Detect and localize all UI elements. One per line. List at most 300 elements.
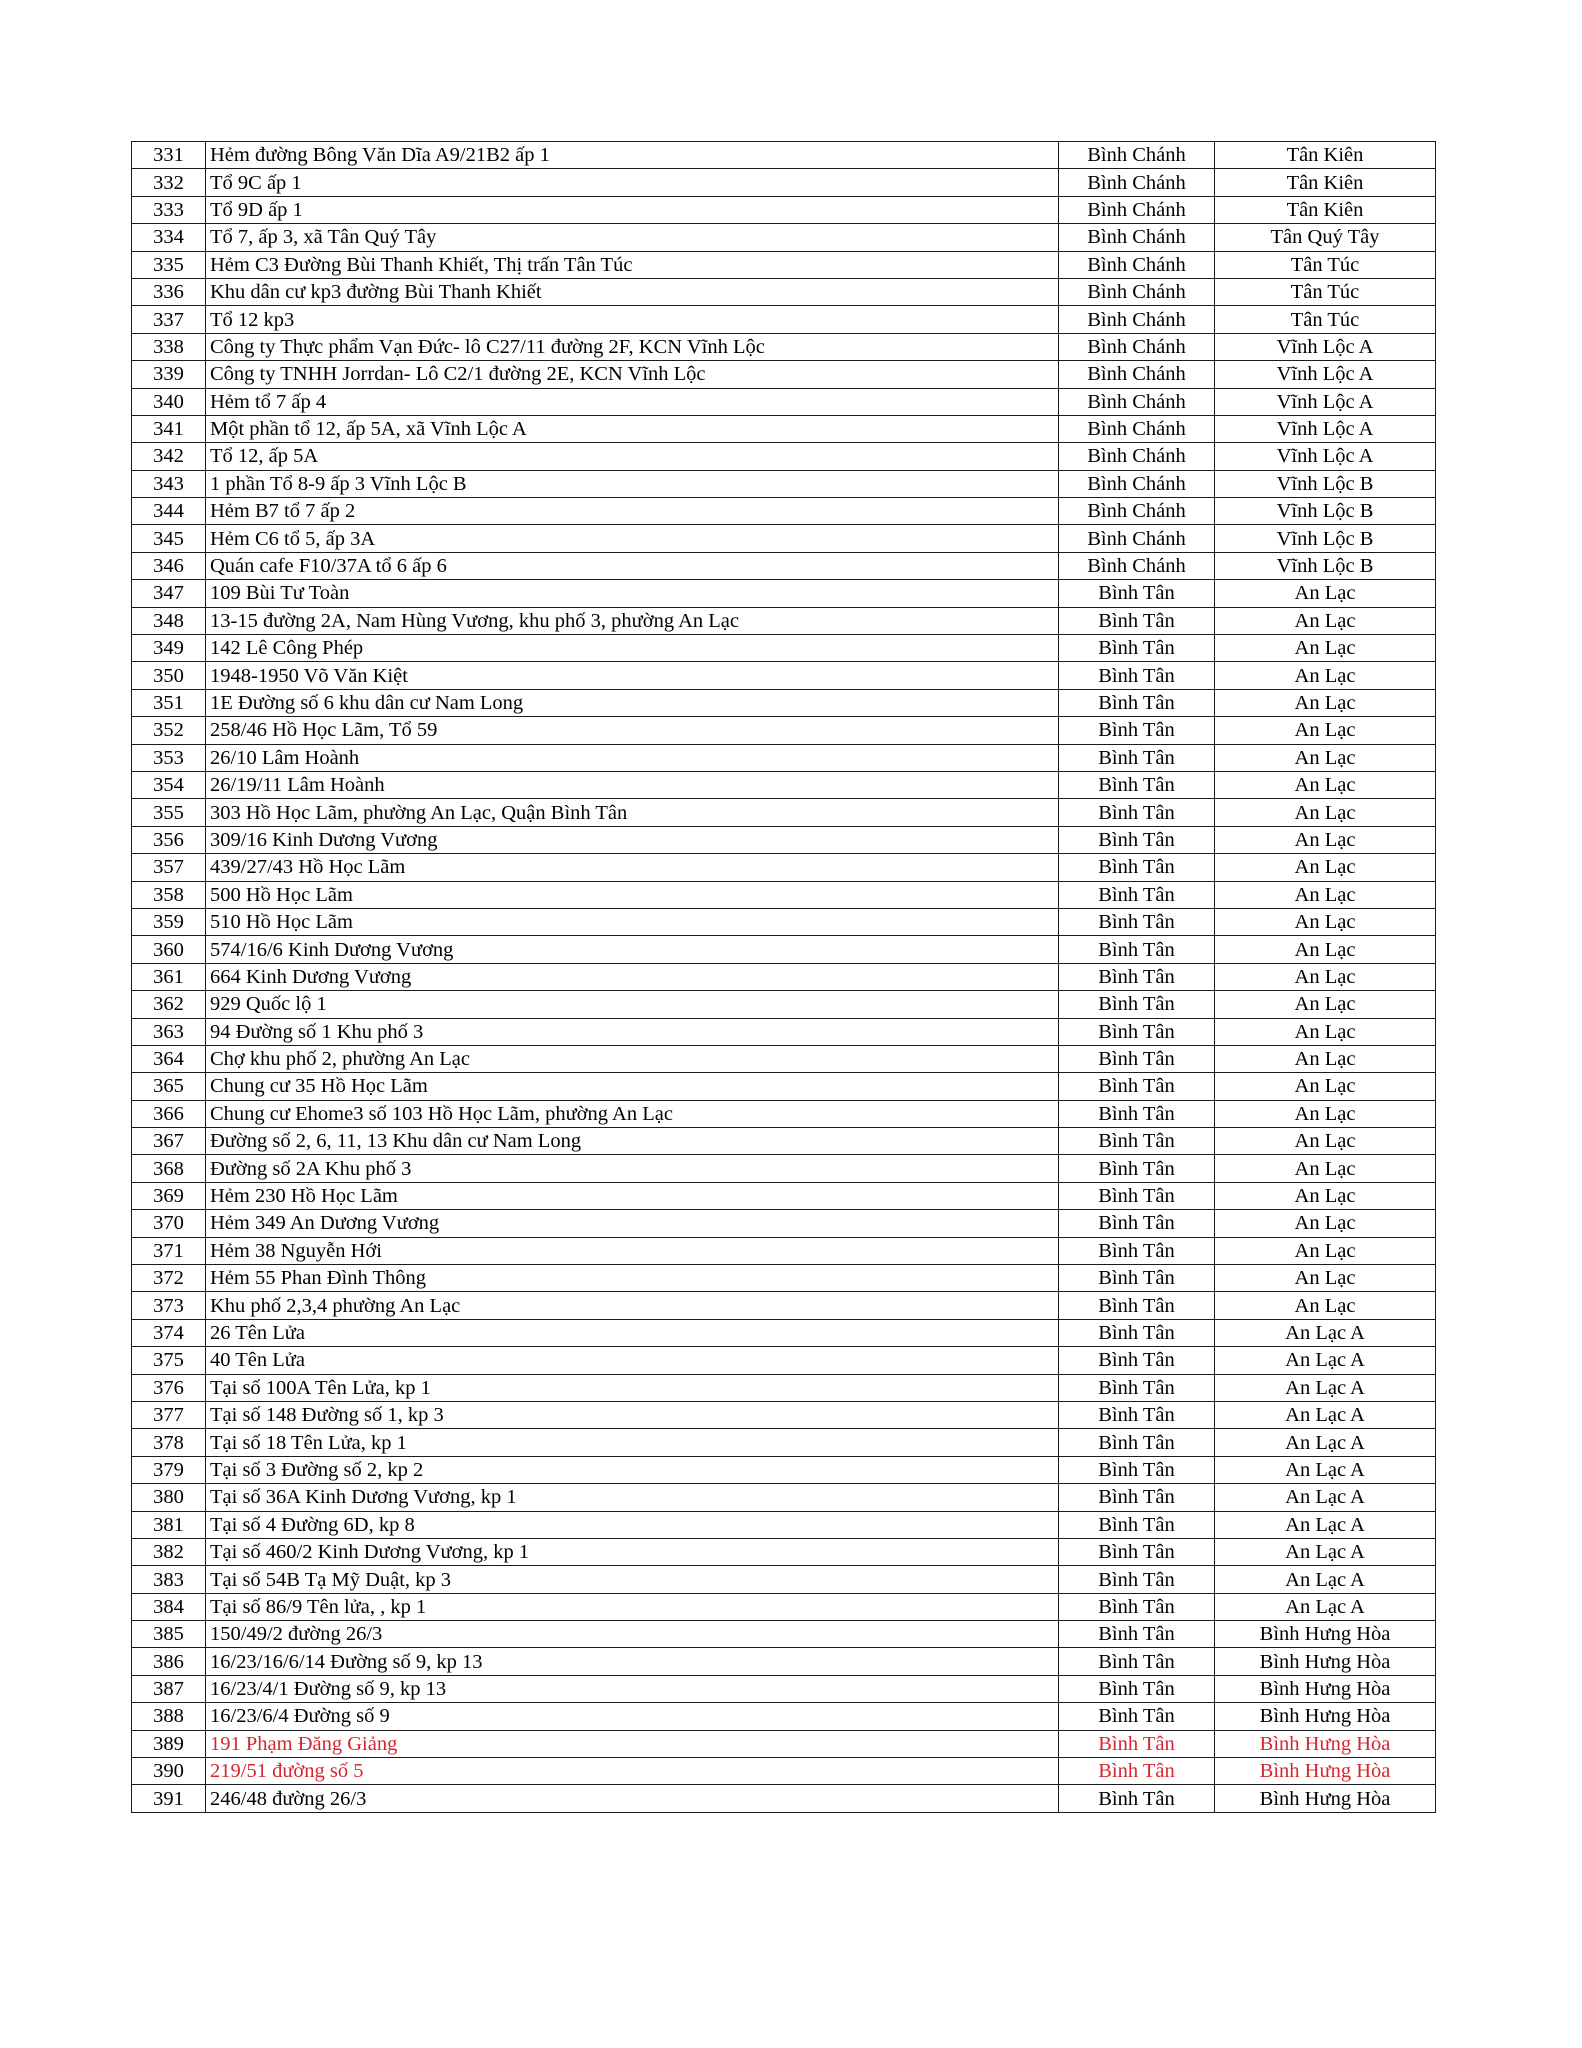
table-row (132, 552, 1436, 579)
district-cell: Bình Chánh (1059, 388, 1215, 415)
table-row (132, 717, 1436, 744)
address-cell: Chung cư Ehome3 số 103 Hồ Học Lãm, phường An Lạc (206, 1100, 1059, 1127)
district-cell: Bình Chánh (1059, 278, 1215, 305)
address-cell: 664 Kinh Dương Vương (206, 963, 1059, 990)
row-number-cell: 337 (132, 306, 206, 333)
address-cell: Một phần tổ 12, ấp 5A, xã Vĩnh Lộc A (206, 415, 1059, 442)
ward-cell: Vĩnh Lộc B (1215, 525, 1436, 552)
ward-cell: An Lạc (1215, 826, 1436, 853)
ward-cell: Bình Hưng Hòa (1215, 1703, 1436, 1730)
ward-cell: An Lạc A (1215, 1347, 1436, 1374)
district-cell: Bình Tân (1059, 1155, 1215, 1182)
district-cell: Bình Chánh (1059, 361, 1215, 388)
table-row (132, 169, 1436, 196)
ward-cell: An Lạc A (1215, 1538, 1436, 1565)
ward-cell: Bình Hưng Hòa (1215, 1675, 1436, 1702)
row-number-cell: 364 (132, 1045, 206, 1072)
ward-cell: Bình Hưng Hòa (1215, 1758, 1436, 1785)
district-cell: Bình Chánh (1059, 224, 1215, 251)
address-cell: Hẻm 230 Hồ Học Lãm (206, 1182, 1059, 1209)
row-number-cell: 354 (132, 771, 206, 798)
row-number-cell: 367 (132, 1128, 206, 1155)
address-cell: Tại số 86/9 Tên lửa, , kp 1 (206, 1593, 1059, 1620)
address-cell: 40 Tên Lửa (206, 1347, 1059, 1374)
district-cell: Bình Tân (1059, 1456, 1215, 1483)
address-cell: 16/23/16/6/14 Đường số 9, kp 13 (206, 1648, 1059, 1675)
district-cell: Bình Tân (1059, 1374, 1215, 1401)
row-number-cell: 370 (132, 1210, 206, 1237)
district-cell: Bình Tân (1059, 1128, 1215, 1155)
row-number-cell: 362 (132, 991, 206, 1018)
address-cell: 26 Tên Lửa (206, 1319, 1059, 1346)
ward-cell: An Lạc (1215, 1073, 1436, 1100)
row-number-cell: 356 (132, 826, 206, 853)
address-cell: Tại số 18 Tên Lửa, kp 1 (206, 1429, 1059, 1456)
table-row (132, 580, 1436, 607)
row-number-cell: 363 (132, 1018, 206, 1045)
ward-cell: Bình Hưng Hòa (1215, 1648, 1436, 1675)
row-number-cell: 353 (132, 744, 206, 771)
row-number-cell: 376 (132, 1374, 206, 1401)
table-row (132, 1182, 1436, 1209)
table-row (132, 744, 1436, 771)
table-row (132, 415, 1436, 442)
ward-cell: Vĩnh Lộc A (1215, 333, 1436, 360)
ward-cell: An Lạc (1215, 936, 1436, 963)
ward-cell: Tân Quý Tây (1215, 224, 1436, 251)
table-row (132, 1456, 1436, 1483)
district-cell: Bình Chánh (1059, 443, 1215, 470)
district-cell: Bình Tân (1059, 1292, 1215, 1319)
table-row (132, 498, 1436, 525)
ward-cell: Bình Hưng Hòa (1215, 1621, 1436, 1648)
table-row (132, 635, 1436, 662)
district-cell: Bình Chánh (1059, 498, 1215, 525)
row-number-cell: 372 (132, 1265, 206, 1292)
district-cell: Bình Tân (1059, 1237, 1215, 1264)
address-cell: 109 Bùi Tư Toàn (206, 580, 1059, 607)
address-cell: 26/10 Lâm Hoành (206, 744, 1059, 771)
table-row (132, 1374, 1436, 1401)
district-cell: Bình Tân (1059, 1538, 1215, 1565)
address-cell: 258/46 Hồ Học Lãm, Tổ 59 (206, 717, 1059, 744)
row-number-cell: 386 (132, 1648, 206, 1675)
address-cell: Tại số 36A Kinh Dương Vương, kp 1 (206, 1484, 1059, 1511)
address-cell: 510 Hồ Học Lãm (206, 908, 1059, 935)
row-number-cell: 345 (132, 525, 206, 552)
ward-cell: Bình Hưng Hòa (1215, 1785, 1436, 1812)
table-row (132, 854, 1436, 881)
row-number-cell: 388 (132, 1703, 206, 1730)
table-row (132, 1484, 1436, 1511)
district-cell: Bình Tân (1059, 991, 1215, 1018)
address-cell: 150/49/2 đường 26/3 (206, 1621, 1059, 1648)
ward-cell: An Lạc (1215, 1100, 1436, 1127)
table-row (132, 142, 1436, 169)
row-number-cell: 378 (132, 1429, 206, 1456)
district-cell: Bình Tân (1059, 963, 1215, 990)
district-cell: Bình Chánh (1059, 306, 1215, 333)
row-number-cell: 352 (132, 717, 206, 744)
ward-cell: An Lạc (1215, 1045, 1436, 1072)
row-number-cell: 368 (132, 1155, 206, 1182)
table-row (132, 251, 1436, 278)
ward-cell: An Lạc (1215, 1210, 1436, 1237)
table-row (132, 1730, 1436, 1757)
table-row (132, 908, 1436, 935)
district-cell: Bình Chánh (1059, 333, 1215, 360)
address-cell: 16/23/6/4 Đường số 9 (206, 1703, 1059, 1730)
district-cell: Bình Tân (1059, 717, 1215, 744)
row-number-cell: 340 (132, 388, 206, 415)
locations-table (131, 141, 1436, 1813)
row-number-cell: 348 (132, 607, 206, 634)
address-cell: 309/16 Kinh Dương Vương (206, 826, 1059, 853)
address-cell: 13-15 đường 2A, Nam Hùng Vương, khu phố 3, phường An Lạc (206, 607, 1059, 634)
table-row (132, 1018, 1436, 1045)
ward-cell: Bình Hưng Hòa (1215, 1730, 1436, 1757)
address-cell: Tổ 9C ấp 1 (206, 169, 1059, 196)
address-cell: Tổ 12, ấp 5A (206, 443, 1059, 470)
table-row (132, 1045, 1436, 1072)
address-cell: Hẻm 349 An Dương Vương (206, 1210, 1059, 1237)
district-cell: Bình Tân (1059, 936, 1215, 963)
table-row (132, 1073, 1436, 1100)
row-number-cell: 361 (132, 963, 206, 990)
ward-cell: Vĩnh Lộc B (1215, 552, 1436, 579)
address-cell: Tại số 148 Đường số 1, kp 3 (206, 1401, 1059, 1428)
ward-cell: An Lạc (1215, 1182, 1436, 1209)
district-cell: Bình Tân (1059, 1265, 1215, 1292)
address-cell: Tại số 4 Đường 6D, kp 8 (206, 1511, 1059, 1538)
district-cell: Bình Tân (1059, 607, 1215, 634)
table-row (132, 689, 1436, 716)
ward-cell: An Lạc (1215, 744, 1436, 771)
district-cell: Bình Tân (1059, 580, 1215, 607)
row-number-cell: 343 (132, 470, 206, 497)
row-number-cell: 341 (132, 415, 206, 442)
table-row (132, 361, 1436, 388)
row-number-cell: 355 (132, 799, 206, 826)
district-cell: Bình Tân (1059, 1347, 1215, 1374)
row-number-cell: 360 (132, 936, 206, 963)
ward-cell: Tân Túc (1215, 251, 1436, 278)
row-number-cell: 384 (132, 1593, 206, 1620)
ward-cell: An Lạc (1215, 1292, 1436, 1319)
row-number-cell: 347 (132, 580, 206, 607)
district-cell: Bình Tân (1059, 854, 1215, 881)
table-row (132, 1237, 1436, 1264)
district-cell: Bình Tân (1059, 826, 1215, 853)
table-row (132, 306, 1436, 333)
table-row (132, 662, 1436, 689)
address-cell: Hẻm 55 Phan Đình Thông (206, 1265, 1059, 1292)
ward-cell: An Lạc A (1215, 1429, 1436, 1456)
address-cell: Tại số 100A Tên Lửa, kp 1 (206, 1374, 1059, 1401)
ward-cell: An Lạc (1215, 1155, 1436, 1182)
address-cell: 303 Hồ Học Lãm, phường An Lạc, Quận Bình Tân (206, 799, 1059, 826)
address-cell: Tại số 54B Tạ Mỹ Duật, kp 3 (206, 1566, 1059, 1593)
table-row (132, 1621, 1436, 1648)
address-cell: 574/16/6 Kinh Dương Vương (206, 936, 1059, 963)
district-cell: Bình Tân (1059, 1210, 1215, 1237)
row-number-cell: 374 (132, 1319, 206, 1346)
row-number-cell: 381 (132, 1511, 206, 1538)
address-cell: 26/19/11 Lâm Hoành (206, 771, 1059, 798)
ward-cell: Tân Kiên (1215, 196, 1436, 223)
ward-cell: An Lạc (1215, 607, 1436, 634)
row-number-cell: 371 (132, 1237, 206, 1264)
table-row (132, 1347, 1436, 1374)
row-number-cell: 342 (132, 443, 206, 470)
ward-cell: An Lạc (1215, 1018, 1436, 1045)
row-number-cell: 346 (132, 552, 206, 579)
table-row (132, 1128, 1436, 1155)
address-cell: Công ty TNHH Jorrdan- Lô C2/1 đường 2E, KCN Vĩnh Lộc (206, 361, 1059, 388)
address-cell: Khu dân cư kp3 đường Bùi Thanh Khiết (206, 278, 1059, 305)
ward-cell: Vĩnh Lộc B (1215, 470, 1436, 497)
table-row (132, 196, 1436, 223)
ward-cell: Tân Túc (1215, 306, 1436, 333)
row-number-cell: 332 (132, 169, 206, 196)
table-row (132, 1566, 1436, 1593)
address-cell: 1 phần Tổ 8-9 ấp 3 Vĩnh Lộc B (206, 470, 1059, 497)
ward-cell: An Lạc (1215, 1237, 1436, 1264)
address-cell: Hẻm đường Bông Văn Dĩa A9/21B2 ấp 1 (206, 142, 1059, 169)
ward-cell: Vĩnh Lộc A (1215, 415, 1436, 442)
row-number-cell: 349 (132, 635, 206, 662)
table-row (132, 1511, 1436, 1538)
row-number-cell: 391 (132, 1785, 206, 1812)
ward-cell: An Lạc (1215, 580, 1436, 607)
ward-cell: Vĩnh Lộc B (1215, 498, 1436, 525)
table-row (132, 1675, 1436, 1702)
table-row (132, 771, 1436, 798)
district-cell: Bình Tân (1059, 1100, 1215, 1127)
row-number-cell: 351 (132, 689, 206, 716)
address-cell: Hẻm C6 tổ 5, ấp 3A (206, 525, 1059, 552)
row-number-cell: 387 (132, 1675, 206, 1702)
address-cell: Tổ 9D ấp 1 (206, 196, 1059, 223)
table-row (132, 881, 1436, 908)
table-row (132, 963, 1436, 990)
ward-cell: An Lạc A (1215, 1319, 1436, 1346)
address-cell: Quán cafe F10/37A tổ 6 ấp 6 (206, 552, 1059, 579)
table-row (132, 443, 1436, 470)
district-cell: Bình Chánh (1059, 415, 1215, 442)
ward-cell: An Lạc A (1215, 1456, 1436, 1483)
ward-cell: An Lạc A (1215, 1566, 1436, 1593)
table-row (132, 1319, 1436, 1346)
row-number-cell: 358 (132, 881, 206, 908)
ward-cell: An Lạc (1215, 1265, 1436, 1292)
table-row (132, 607, 1436, 634)
row-number-cell: 335 (132, 251, 206, 278)
district-cell: Bình Tân (1059, 1401, 1215, 1428)
address-cell: 929 Quốc lộ 1 (206, 991, 1059, 1018)
address-cell: Chợ khu phố 2, phường An Lạc (206, 1045, 1059, 1072)
address-cell: 439/27/43 Hồ Học Lãm (206, 854, 1059, 881)
address-cell: Đường số 2, 6, 11, 13 Khu dân cư Nam Long (206, 1128, 1059, 1155)
row-number-cell: 336 (132, 278, 206, 305)
ward-cell: Vĩnh Lộc A (1215, 443, 1436, 470)
ward-cell: An Lạc (1215, 963, 1436, 990)
district-cell: Bình Tân (1059, 1511, 1215, 1538)
row-number-cell: 366 (132, 1100, 206, 1127)
address-cell: 94 Đường số 1 Khu phố 3 (206, 1018, 1059, 1045)
row-number-cell: 382 (132, 1538, 206, 1565)
table-row (132, 333, 1436, 360)
table-row (132, 1758, 1436, 1785)
ward-cell: An Lạc A (1215, 1401, 1436, 1428)
table-row (132, 1703, 1436, 1730)
district-cell: Bình Tân (1059, 1621, 1215, 1648)
table-row (132, 991, 1436, 1018)
district-cell: Bình Tân (1059, 908, 1215, 935)
address-cell: 246/48 đường 26/3 (206, 1785, 1059, 1812)
row-number-cell: 359 (132, 908, 206, 935)
row-number-cell: 365 (132, 1073, 206, 1100)
table-row (132, 826, 1436, 853)
row-number-cell: 373 (132, 1292, 206, 1319)
table-row (132, 1100, 1436, 1127)
row-number-cell: 344 (132, 498, 206, 525)
table-row (132, 278, 1436, 305)
district-cell: Bình Tân (1059, 1675, 1215, 1702)
row-number-cell: 377 (132, 1401, 206, 1428)
row-number-cell: 389 (132, 1730, 206, 1757)
district-cell: Bình Tân (1059, 799, 1215, 826)
row-number-cell: 350 (132, 662, 206, 689)
district-cell: Bình Chánh (1059, 169, 1215, 196)
ward-cell: An Lạc A (1215, 1593, 1436, 1620)
row-number-cell: 390 (132, 1758, 206, 1785)
ward-cell: An Lạc (1215, 717, 1436, 744)
district-cell: Bình Chánh (1059, 470, 1215, 497)
ward-cell: An Lạc A (1215, 1484, 1436, 1511)
address-cell: Tổ 7, ấp 3, xã Tân Quý Tây (206, 224, 1059, 251)
address-cell: Hẻm C3 Đường Bùi Thanh Khiết, Thị trấn Tân Túc (206, 251, 1059, 278)
address-cell: Hẻm B7 tổ 7 ấp 2 (206, 498, 1059, 525)
ward-cell: Vĩnh Lộc A (1215, 361, 1436, 388)
address-cell: 16/23/4/1 Đường số 9, kp 13 (206, 1675, 1059, 1702)
table-row (132, 224, 1436, 251)
district-cell: Bình Tân (1059, 771, 1215, 798)
district-cell: Bình Tân (1059, 1073, 1215, 1100)
address-cell: Tổ 12 kp3 (206, 306, 1059, 333)
table-row (132, 1429, 1436, 1456)
row-number-cell: 334 (132, 224, 206, 251)
row-number-cell: 383 (132, 1566, 206, 1593)
district-cell: Bình Tân (1059, 881, 1215, 908)
address-cell: Hẻm 38 Nguyễn Hới (206, 1237, 1059, 1264)
table-row (132, 388, 1436, 415)
table-row (132, 1155, 1436, 1182)
row-number-cell: 338 (132, 333, 206, 360)
address-cell: 219/51 đường số 5 (206, 1758, 1059, 1785)
address-cell: Tại số 460/2 Kinh Dương Vương, kp 1 (206, 1538, 1059, 1565)
district-cell: Bình Tân (1059, 1018, 1215, 1045)
district-cell: Bình Tân (1059, 1484, 1215, 1511)
district-cell: Bình Tân (1059, 1319, 1215, 1346)
district-cell: Bình Tân (1059, 1593, 1215, 1620)
district-cell: Bình Tân (1059, 1758, 1215, 1785)
row-number-cell: 379 (132, 1456, 206, 1483)
row-number-cell: 380 (132, 1484, 206, 1511)
address-cell: 1948-1950 Võ Văn Kiệt (206, 662, 1059, 689)
district-cell: Bình Tân (1059, 662, 1215, 689)
ward-cell: Tân Túc (1215, 278, 1436, 305)
row-number-cell: 369 (132, 1182, 206, 1209)
district-cell: Bình Tân (1059, 635, 1215, 662)
district-cell: Bình Tân (1059, 1045, 1215, 1072)
address-cell: Công ty Thực phẩm Vạn Đức- lô C27/11 đường 2F, KCN Vĩnh Lộc (206, 333, 1059, 360)
table-row (132, 1292, 1436, 1319)
ward-cell: An Lạc (1215, 635, 1436, 662)
ward-cell: An Lạc (1215, 689, 1436, 716)
row-number-cell: 385 (132, 1621, 206, 1648)
address-cell: 500 Hồ Học Lãm (206, 881, 1059, 908)
district-cell: Bình Chánh (1059, 142, 1215, 169)
ward-cell: An Lạc (1215, 908, 1436, 935)
district-cell: Bình Chánh (1059, 251, 1215, 278)
district-cell: Bình Tân (1059, 744, 1215, 771)
ward-cell: Tân Kiên (1215, 169, 1436, 196)
district-cell: Bình Chánh (1059, 525, 1215, 552)
address-cell: 191 Phạm Đăng Giảng (206, 1730, 1059, 1757)
ward-cell: An Lạc A (1215, 1511, 1436, 1538)
ward-cell: An Lạc (1215, 799, 1436, 826)
district-cell: Bình Tân (1059, 1566, 1215, 1593)
address-cell: Đường số 2A Khu phố 3 (206, 1155, 1059, 1182)
district-cell: Bình Tân (1059, 689, 1215, 716)
ward-cell: An Lạc (1215, 854, 1436, 881)
district-cell: Bình Tân (1059, 1703, 1215, 1730)
ward-cell: An Lạc (1215, 662, 1436, 689)
district-cell: Bình Chánh (1059, 552, 1215, 579)
row-number-cell: 375 (132, 1347, 206, 1374)
table-row (132, 1401, 1436, 1428)
table-row (132, 1538, 1436, 1565)
address-cell: Hẻm tổ 7 ấp 4 (206, 388, 1059, 415)
ward-cell: Tân Kiên (1215, 142, 1436, 169)
ward-cell: An Lạc (1215, 881, 1436, 908)
table-row (132, 470, 1436, 497)
address-cell: 142 Lê Công Phép (206, 635, 1059, 662)
ward-cell: An Lạc (1215, 991, 1436, 1018)
table-row (132, 1785, 1436, 1812)
table-row (132, 936, 1436, 963)
row-number-cell: 333 (132, 196, 206, 223)
table-row (132, 1648, 1436, 1675)
table-row (132, 1265, 1436, 1292)
address-cell: Tại số 3 Đường số 2, kp 2 (206, 1456, 1059, 1483)
table-row (132, 1593, 1436, 1620)
address-cell: Chung cư 35 Hồ Học Lãm (206, 1073, 1059, 1100)
address-cell: Khu phố 2,3,4 phường An Lạc (206, 1292, 1059, 1319)
row-number-cell: 339 (132, 361, 206, 388)
address-cell: 1E Đường số 6 khu dân cư Nam Long (206, 689, 1059, 716)
district-cell: Bình Tân (1059, 1182, 1215, 1209)
ward-cell: An Lạc A (1215, 1374, 1436, 1401)
ward-cell: An Lạc (1215, 771, 1436, 798)
row-number-cell: 357 (132, 854, 206, 881)
ward-cell: An Lạc (1215, 1128, 1436, 1155)
locations-table-body (132, 142, 1436, 1813)
district-cell: Bình Tân (1059, 1785, 1215, 1812)
ward-cell: Vĩnh Lộc A (1215, 388, 1436, 415)
table-row (132, 525, 1436, 552)
